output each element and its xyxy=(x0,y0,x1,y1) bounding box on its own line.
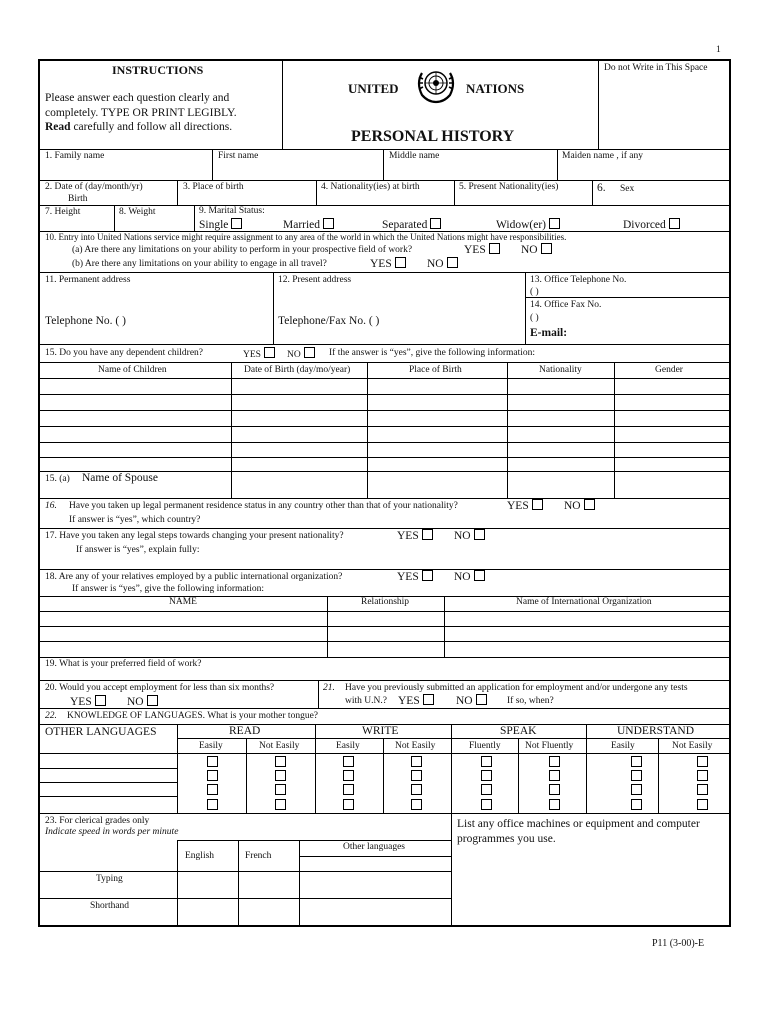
instructions-line3-text: carefully and follow all directions. xyxy=(70,121,233,133)
office-telephone-paren: ( ) xyxy=(530,287,539,297)
lang-checkbox[interactable] xyxy=(481,770,492,781)
dependent-children-yes xyxy=(243,347,275,361)
col-other-languages: Other languages xyxy=(343,842,405,852)
lang-checkbox[interactable] xyxy=(697,756,708,767)
no-label: NO xyxy=(454,530,471,542)
children-yes-checkbox[interactable] xyxy=(264,347,275,358)
write-header: WRITE xyxy=(362,725,399,737)
limitations-a-no-checkbox[interactable] xyxy=(541,243,552,254)
relatives-no-checkbox[interactable] xyxy=(474,570,485,581)
lang-checkbox[interactable] xyxy=(275,770,286,781)
residence-number: 16. xyxy=(45,501,57,511)
relatives-question: 18. Are any of your relatives employed by a public international organization? xyxy=(45,572,343,582)
yes-label: YES xyxy=(397,530,419,542)
place-of-birth-label: 3. Place of birth xyxy=(183,182,244,192)
residence-yes-checkbox[interactable] xyxy=(532,499,543,510)
col-relative-name: NAME xyxy=(169,597,197,607)
marital-separated xyxy=(382,218,441,232)
clerical-speed: Indicate speed in words per minute xyxy=(45,827,179,837)
email-label: E-mail: xyxy=(530,327,568,339)
previous-application-yes-checkbox[interactable] xyxy=(423,694,434,705)
limitations-a-no xyxy=(521,243,552,257)
row-typing: Typing xyxy=(96,874,123,884)
lang-checkbox[interactable] xyxy=(343,784,354,795)
no-label: NO xyxy=(127,696,144,708)
lang-checkbox[interactable] xyxy=(697,770,708,781)
write-easily: Easily xyxy=(336,741,360,751)
lang-checkbox[interactable] xyxy=(275,756,286,767)
separated-label: Separated xyxy=(382,219,428,231)
lang-checkbox[interactable] xyxy=(343,770,354,781)
limitations-a: (a) Are there any limitations on your ability to perform in your prospective field of work? xyxy=(72,245,413,255)
read-not-easily: Not Easily xyxy=(259,741,300,751)
limitations-b-yes xyxy=(370,257,406,271)
residence-no-checkbox[interactable] xyxy=(584,499,595,510)
previous-application-yes xyxy=(398,694,434,708)
dob-label: 2. Date of (day/month/yr) xyxy=(45,182,143,192)
col-french: French xyxy=(245,851,272,861)
office-fax-label: 14. Office Fax No. xyxy=(530,300,602,310)
no-label: NO xyxy=(427,258,444,270)
children-no-checkbox[interactable] xyxy=(304,347,315,358)
married-label: Married xyxy=(283,219,321,231)
yes-label: YES xyxy=(70,696,92,708)
lang-checkbox[interactable] xyxy=(481,799,492,810)
lang-checkbox[interactable] xyxy=(411,770,422,781)
divorced-checkbox[interactable] xyxy=(669,218,680,229)
speak-fluently: Fluently xyxy=(469,741,501,751)
speak-not-fluently: Not Fluently xyxy=(525,741,574,751)
no-label: NO xyxy=(454,571,471,583)
lang-checkbox[interactable] xyxy=(411,799,422,810)
height-label: 7. Height xyxy=(45,207,81,217)
widow-checkbox[interactable] xyxy=(549,218,560,229)
col-nationality: Nationality xyxy=(539,365,582,375)
nationality-change-yes xyxy=(397,529,433,543)
relatives-yes-checkbox[interactable] xyxy=(422,570,433,581)
office-fax-paren: ( ) xyxy=(530,313,539,323)
lang-checkbox[interactable] xyxy=(411,784,422,795)
short-employment-question: 20. Would you accept employment for less than six months? xyxy=(45,683,275,693)
lang-checkbox[interactable] xyxy=(549,784,560,795)
speak-header: SPEAK xyxy=(500,725,537,737)
sex-number: 6. xyxy=(597,182,606,194)
instructions-title: INSTRUCTIONS xyxy=(112,63,204,77)
short-employment-no-checkbox[interactable] xyxy=(147,695,158,706)
lang-checkbox[interactable] xyxy=(207,756,218,767)
lang-checkbox[interactable] xyxy=(631,784,642,795)
org-name-right: NATIONS xyxy=(466,81,525,96)
dependent-children-no xyxy=(287,347,315,361)
lang-checkbox[interactable] xyxy=(631,799,642,810)
understand-header: UNDERSTAND xyxy=(617,725,695,737)
instructions-line1: Please answer each question clearly and xyxy=(45,92,230,104)
nationality-change-yes-checkbox[interactable] xyxy=(422,529,433,540)
divorced-label: Divorced xyxy=(623,219,666,231)
lang-checkbox[interactable] xyxy=(343,799,354,810)
previous-application-question: Have you previously submitted an application for employment and/or undergone any tests xyxy=(345,683,688,693)
nationality-change-no-checkbox[interactable] xyxy=(474,529,485,540)
lang-checkbox[interactable] xyxy=(275,799,286,810)
maiden-name-label: Maiden name , if any xyxy=(562,151,643,161)
yes-label: YES xyxy=(464,244,486,256)
limitations-a-yes-checkbox[interactable] xyxy=(489,243,500,254)
telephone-fax-label: Telephone/Fax No. ( ) xyxy=(278,315,380,327)
nationality-change-follow: If answer is “yes”, explain fully: xyxy=(76,545,200,555)
limitations-b: (b) Are there any limitations on your ability to engage in all travel? xyxy=(72,259,327,269)
middle-name-label: Middle name xyxy=(389,151,440,161)
previous-application-question-2: with U.N.? xyxy=(345,696,387,706)
machines-label-1: List any office machines or equipment and computer programmes you use. xyxy=(457,818,700,845)
col-english: English xyxy=(185,851,215,861)
present-address-label: 12. Present address xyxy=(278,275,352,285)
no-label: NO xyxy=(456,695,473,707)
marital-single xyxy=(199,218,242,232)
relatives-follow: If answer is “yes”, give the following information: xyxy=(72,584,265,594)
dependent-children-question: 15. Do you have any dependent children? xyxy=(45,348,204,358)
lang-checkbox[interactable] xyxy=(275,784,286,795)
col-place-of-birth: Place of Birth xyxy=(409,365,462,375)
nationality-change-no xyxy=(454,529,485,543)
single-checkbox[interactable] xyxy=(231,218,242,229)
short-employment-yes xyxy=(70,695,106,709)
org-name-left: UNITED xyxy=(348,81,399,96)
lang-checkbox[interactable] xyxy=(411,756,422,767)
no-label: NO xyxy=(287,350,301,360)
understand-easily: Easily xyxy=(611,741,635,751)
col-organization: Name of International Organization xyxy=(516,597,652,607)
sex-label: Sex xyxy=(620,184,635,194)
yes-label: YES xyxy=(507,500,529,512)
spouse-number: 15. (a) xyxy=(45,474,70,484)
lang-checkbox[interactable] xyxy=(631,756,642,767)
widow-label: Widow(er) xyxy=(496,219,546,231)
previous-application-no xyxy=(456,694,487,708)
married-checkbox[interactable] xyxy=(323,218,334,229)
lang-checkbox[interactable] xyxy=(481,756,492,767)
languages-question: KNOWLEDGE OF LANGUAGES. What is your mother tongue? xyxy=(67,711,319,721)
single-label: Single xyxy=(199,219,229,231)
marital-married xyxy=(283,218,334,232)
lang-checkbox[interactable] xyxy=(631,770,642,781)
col-date-of-birth: Date of Birth (day/mo/year) xyxy=(244,365,351,375)
residence-follow: If answer is “yes”, which country? xyxy=(69,515,201,525)
office-telephone-label: 13. Office Telephone No. xyxy=(530,275,627,285)
row-shorthand: Shorthand xyxy=(90,901,130,911)
marital-widow xyxy=(496,218,560,232)
office-use-label: Do not Write in This Space xyxy=(604,63,708,73)
dob-label-2: Birth xyxy=(68,194,88,204)
no-label: NO xyxy=(564,500,581,512)
residence-yes xyxy=(507,499,543,513)
previous-application-number: 21. xyxy=(323,683,335,693)
yes-label: YES xyxy=(398,695,420,707)
languages-number: 22. xyxy=(45,711,57,721)
lang-checkbox[interactable] xyxy=(549,799,560,810)
form-title: PERSONAL HISTORY xyxy=(351,128,515,145)
relatives-no xyxy=(454,570,485,584)
write-not-easily: Not Easily xyxy=(395,741,436,751)
lang-checkbox[interactable] xyxy=(343,756,354,767)
marital-divorced xyxy=(623,218,680,232)
nationality-change-question: 17. Have you taken any legal steps towards changing your present nationality? xyxy=(45,531,344,541)
page-number: 1 xyxy=(716,45,721,55)
col-name-of-children: Name of Children xyxy=(98,365,167,375)
form-code: P11 (3-00)-E xyxy=(652,938,705,949)
telephone-label: Telephone No. ( ) xyxy=(45,315,126,327)
lang-checkbox[interactable] xyxy=(549,770,560,781)
limitations-b-no xyxy=(427,257,458,271)
instructions-line3 xyxy=(45,122,232,134)
short-employment-no xyxy=(127,695,158,709)
lang-checkbox[interactable] xyxy=(549,756,560,767)
weight-label: 8. Weight xyxy=(119,207,156,217)
entry-service-text: 10. Entry into United Nations service might require assignment to any area of the world in which the United Nations might have responsibilities. xyxy=(45,232,567,242)
separated-checkbox[interactable] xyxy=(430,218,441,229)
residence-question: Have you taken up legal permanent residence status in any country other than that of your nationality? xyxy=(69,501,458,511)
lang-checkbox[interactable] xyxy=(207,799,218,810)
family-name-label: 1. Family name xyxy=(45,151,105,161)
yes-label: YES xyxy=(370,258,392,270)
lang-checkbox[interactable] xyxy=(697,784,708,795)
preferred-field-question: 19. What is your preferred field of work? xyxy=(45,659,202,669)
instructions-line2: completely. TYPE OR PRINT LEGIBLY. xyxy=(45,107,237,119)
col-relationship: Relationship xyxy=(361,597,410,607)
personal-history-form xyxy=(38,59,731,927)
clerical-question: 23. For clerical grades only xyxy=(45,816,150,826)
un-emblem-icon xyxy=(413,65,459,105)
yes-label: YES xyxy=(397,571,419,583)
first-name-label: First name xyxy=(218,151,259,161)
col-gender: Gender xyxy=(655,365,683,375)
no-label: NO xyxy=(521,244,538,256)
spouse-label: Name of Spouse xyxy=(82,472,159,484)
marital-status-label: 9. Marital Status: xyxy=(199,206,265,216)
dependent-children-follow: If the answer is “yes”, give the following information: xyxy=(329,348,536,358)
instructions-read: Read xyxy=(45,121,71,133)
permanent-address-label: 11. Permanent address xyxy=(45,275,131,285)
limitations-a-yes xyxy=(464,243,500,257)
lang-checkbox[interactable] xyxy=(207,784,218,795)
previous-application-when: If so, when? xyxy=(507,696,554,706)
lang-checkbox[interactable] xyxy=(207,770,218,781)
understand-not-easily: Not Easily xyxy=(672,741,713,751)
read-header: READ xyxy=(229,725,261,737)
present-nationality-label: 5. Present Nationality(ies) xyxy=(459,182,559,192)
nationality-birth-label: 4. Nationality(ies) at birth xyxy=(321,182,420,192)
relatives-yes xyxy=(397,570,433,584)
lang-checkbox[interactable] xyxy=(697,799,708,810)
read-easily: Easily xyxy=(199,741,223,751)
limitations-b-no-checkbox[interactable] xyxy=(447,257,458,268)
short-employment-yes-checkbox[interactable] xyxy=(95,695,106,706)
previous-application-no-checkbox[interactable] xyxy=(476,694,487,705)
yes-label: YES xyxy=(243,350,261,360)
lang-checkbox[interactable] xyxy=(481,784,492,795)
other-languages-label: OTHER LANGUAGES xyxy=(45,726,157,738)
residence-no xyxy=(564,499,595,513)
limitations-b-yes-checkbox[interactable] xyxy=(395,257,406,268)
